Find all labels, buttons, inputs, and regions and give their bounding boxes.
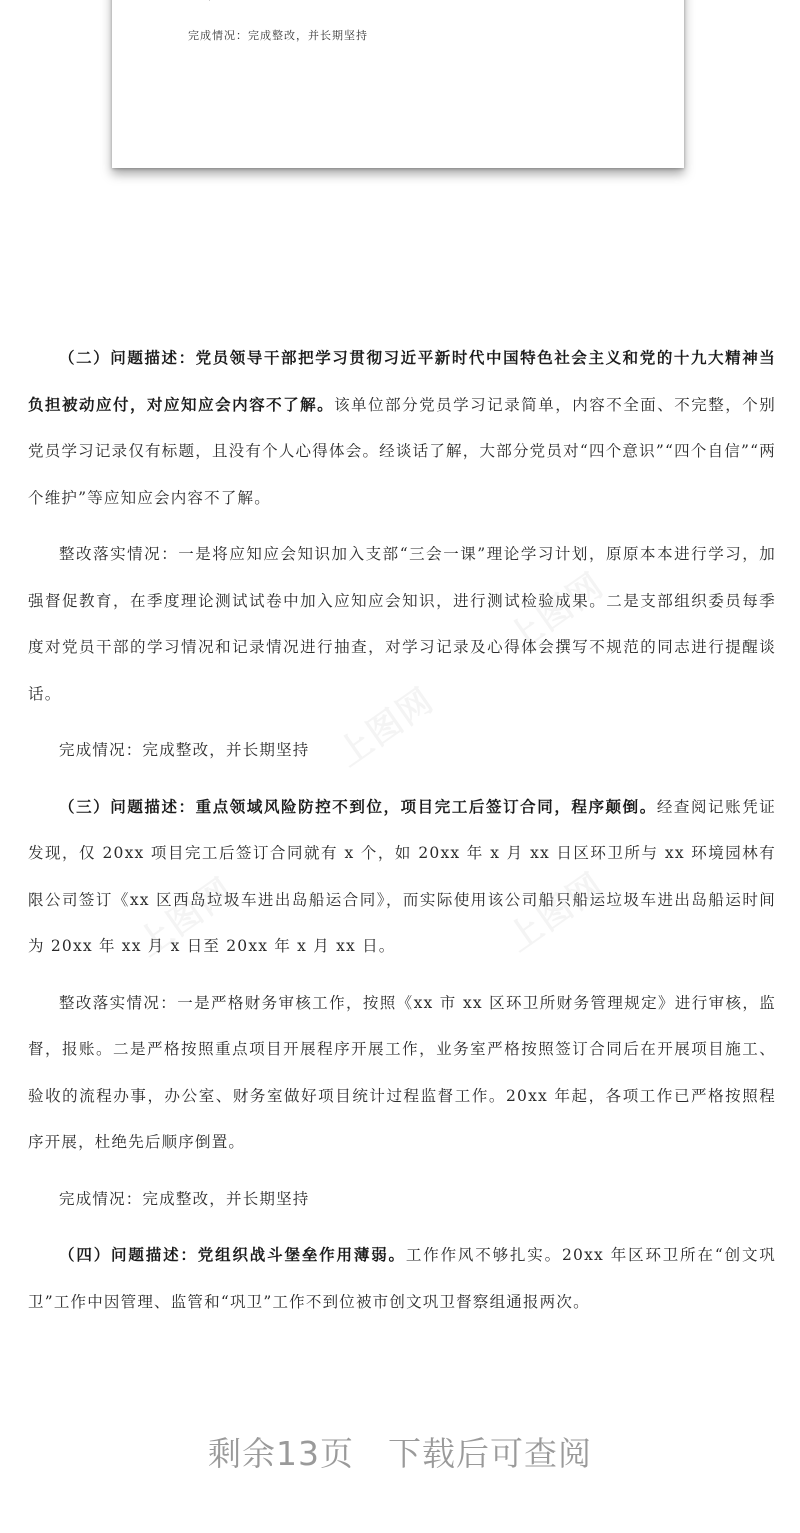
problem-text-3: 经查阅记账凭证发现，仅 20xx 项目完工后签订合同就有 x 个，如 20xx 年 x 月 xx 日区环卫所与 xx 环境园林有限公司签订《xx 区西岛垃圾车进出岛船运合同》，而实际使用该公司船只船运垃圾车进出岛船运时间为 20xx 年 xx 月 x 日至 20xx 年 x 月 xx 日。 (28, 797, 776, 955)
problem-text-2: 该单位部分党员学习记录简单，内容不全面、不完整，个别党员学习记录仅有标题，且没有个人心得体会。经谈话了解，大部分党员对“四个意识”“四个自信”“两个维护”等应知应会内容不了解。 (28, 395, 776, 507)
problem-heading-4: （四）问题描述：党组织战斗堡垒作用薄弱。 (59, 1245, 406, 1264)
preview-cut-line (160, 0, 480, 2)
problem-heading-2: （二）问题描述：党员领导干部把学习贯彻习近平新时代中国特色社会主义和党的十九大精神当负担被动应付，对应知应会内容不了解。 (28, 348, 776, 414)
remaining-pages-notice[interactable]: 剩余13页 下载后可查阅 (208, 1434, 592, 1473)
problem-paragraph-3 (28, 784, 776, 970)
problem-paragraph-2 (28, 335, 776, 521)
problem-paragraph-4 (28, 1232, 776, 1325)
status-paragraph-2: 完成情况：完成整改，并长期坚持 (59, 741, 310, 759)
preview-status-line: 完成情况：完成整改，并长期坚持 (188, 29, 368, 42)
problem-text-4: 工作作风不够扎实。20xx 年区环卫所在“创文巩卫”工作中因管理、监管和“巩卫”工作不到位被市创文巩卫督察组通报两次。 (28, 1246, 776, 1311)
previous-page-preview (112, 0, 684, 168)
document-body (28, 335, 776, 1335)
status-paragraph-3: 完成情况：完成整改，并长期坚持 (59, 1189, 310, 1208)
rectification-paragraph-2: 整改落实情况：一是将应知应会知识加入支部“三会一课”理论学习计划，原原本本进行学习，加强督促教育，在季度理论测试试卷中加入应知应会知识，进行测试检验成果。二是支部组织委员每季度对党员干部的学习情况和记录情况进行抽查，对学习记录及心得体会撰写不规范的同志进行提醒谈话。 (28, 545, 776, 703)
problem-heading-3: （三）问题描述：重点领域风险防控不到位，项目完工后签订合同，程序颠倒。 (59, 796, 657, 816)
rectification-paragraph-3: 整改落实情况：一是严格财务审核工作，按照《xx 市 xx 区环卫所财务管理规定》进行审核，监督，报账。二是严格按照重点项目开展程序开展工作，业务室严格按照签订合同后在开展项目施工、验收的流程办事，办公室、财务室做好项目统计过程监督工作。20xx 年起，各项工作已严格按照程序开展，杜绝先后顺序倒置。 (28, 993, 776, 1151)
